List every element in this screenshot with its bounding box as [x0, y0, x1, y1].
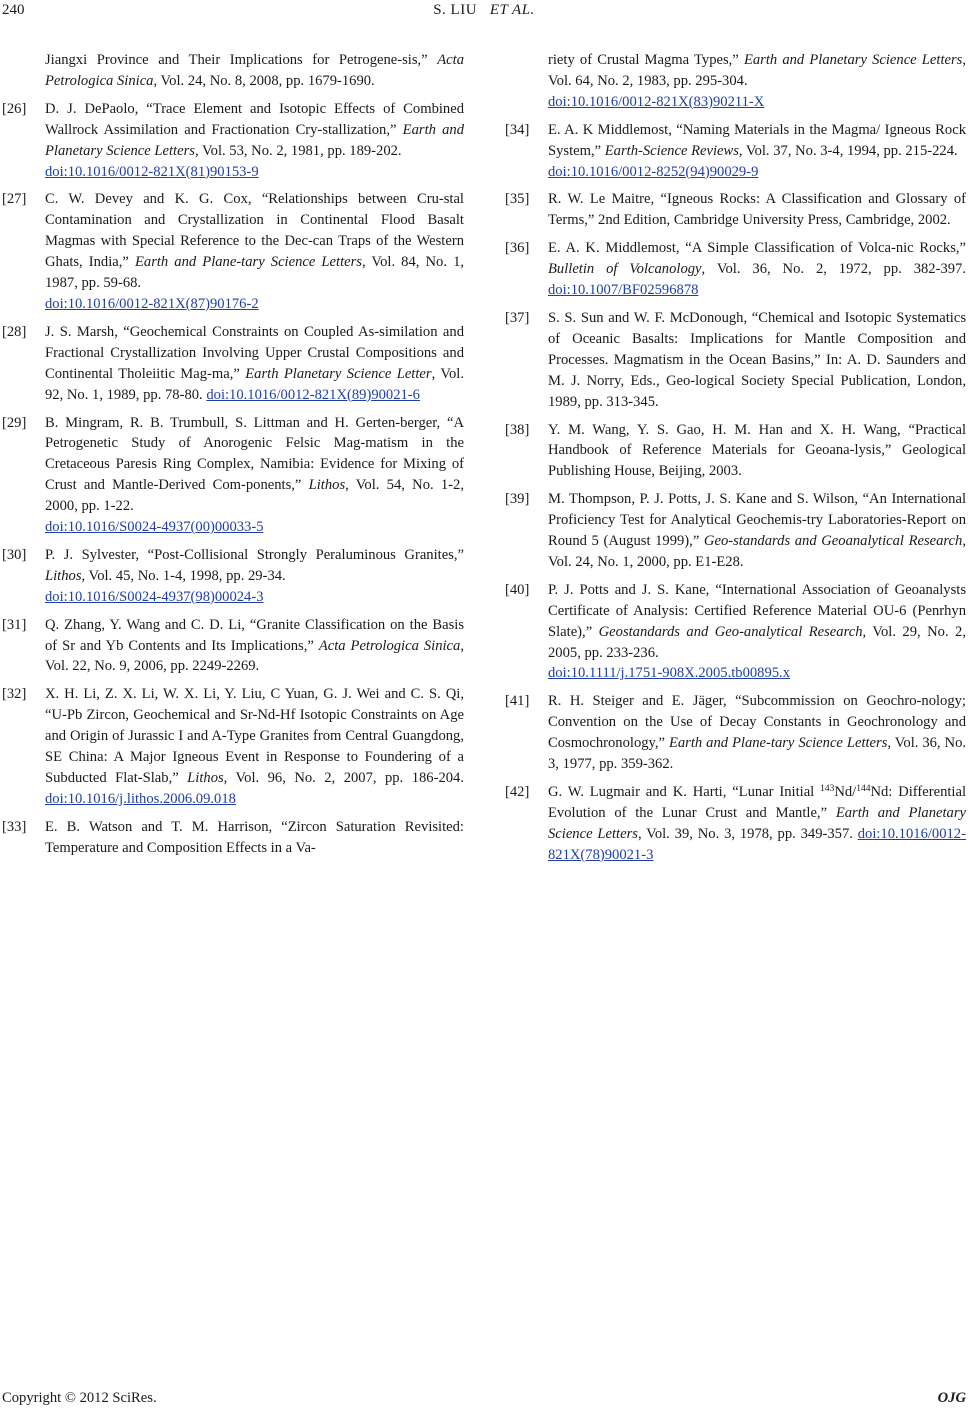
ref-number: [33]	[2, 818, 27, 835]
ref-details: , Vol. 22, No. 9, 2006, pp. 2249-2269.	[45, 637, 464, 675]
ref-journal: Earth-Science Reviews	[604, 142, 739, 159]
ref-details: , Vol. 39, No. 3, 1978, pp. 349-357.	[637, 825, 858, 842]
ref-number: [34]	[505, 121, 530, 138]
isotope-mass-superscript: 143	[820, 784, 835, 794]
ref-number: [41]	[505, 693, 530, 710]
ref-text: R. H. Steiger and E. Jäger, “Subcommission on Geochro-nology; Convention on the Use of Decay Constants in Geochronology and Cosmochronology,”	[548, 693, 966, 752]
reference-41	[505, 691, 966, 775]
ref-text: E. A. K Middlemost, “Naming Materials in the Magma/ Igneous Rock System,”	[548, 121, 966, 159]
continued-reference-25	[2, 50, 464, 92]
ref-details: , Vol. 84, No. 1, 1987, pp. 59-68.	[45, 254, 465, 292]
doi-link[interactable]: doi:10.1016/0012-8252(94)90029-9	[548, 163, 759, 180]
ref-text: M. Thompson, P. J. Potts, J. S. Kane and S. Wilson, “An International Proficiency Test for Analytical Geochemis-try Laboratories-Report on Round 5 (August 1999),”	[548, 491, 966, 550]
reference-33	[2, 817, 464, 859]
reference-39	[505, 489, 966, 573]
ref-text: X. H. Li, Z. X. Li, W. X. Li, Y. Liu, C Yuan, G. J. Wei and C. S. Qi, “U-Pb Zircon, Geochemical and Sr-Nd-Hf Isotopic Constraints on Age and Origin of Jurassic I and A-Type Granites from Central Guangdong, SE China: A Major Igneous Event in Response to Foundering of a Subducted Flat-Slab,”	[45, 686, 464, 786]
doi-link[interactable]: doi:10.1016/0012-821X(83)90211-X	[548, 93, 765, 110]
ref-text: E. B. Watson and T. M. Harrison, “Zircon Saturation Revisited: Temperature and Composition Effects in a Va-	[45, 818, 464, 856]
ref-details: , Vol. 36, No. 3, 1977, pp. 359-362.	[548, 735, 967, 773]
ref-details: , Vol. 24, No. 8, 2008, pp. 1679-1690.	[153, 72, 375, 89]
ref-text: Y. M. Wang, Y. S. Gao, H. M. Han and X. H. Wang, “Practical Handbook of Reference Materials for Geoana-lysis,” Geological Publishing House, Beijing, 2003.	[548, 421, 966, 480]
ref-text: P. J. Sylvester, “Post-Collisional Strongly Peraluminous Granites,”	[45, 546, 464, 563]
isotope-mass-superscript: 144	[856, 784, 871, 794]
ref-details: , Vol. 96, No. 2, 2007, pp. 186-204.	[223, 770, 464, 786]
ref-journal: Geostandards and Geo-analytical Research	[598, 623, 863, 640]
ref-journal: Lithos	[45, 567, 82, 584]
ref-details: , Vol. 36, No. 2, 1972, pp. 382-397.	[701, 261, 966, 278]
ref-number: [42]	[505, 784, 530, 800]
ref-text: P. J. Potts and J. S. Kane, “International Association of Geoanalysts Certificate of Analysis: Certified Reference Material OU-6 (Penrhyn Slate),”	[548, 581, 966, 640]
ref-journal: Lithos	[187, 770, 224, 786]
ref-journal: Acta Petrologica Sinica	[45, 52, 464, 89]
ref-journal: Bulletin of Volcanology	[548, 261, 702, 278]
reference-28	[2, 322, 464, 406]
doi-link[interactable]: doi:10.1111/j.1751-908X.2005.tb00895.x	[548, 665, 791, 682]
left-column	[2, 50, 464, 866]
ref-text: D. J. DePaolo, “Trace Element and Isotopic Effects of Combined Wallrock Assimilation and Fractionation Cry-stallization,”	[45, 100, 464, 138]
doi-link[interactable]: doi:10.1016/0012-821X(87)90176-2	[45, 295, 259, 312]
doi-link[interactable]: doi:10.1016/S0024-4937(00)00033-5	[45, 519, 264, 536]
ref-number: [26]	[2, 100, 27, 117]
ref-number: [40]	[505, 581, 530, 598]
doi-link[interactable]: doi:10.1016/0012-821X(78)90021-3	[548, 825, 966, 863]
ref-details: , Vol. 45, No. 1-4, 1998, pp. 29-34.	[81, 567, 286, 584]
ref-text: J. S. Marsh, “Geochemical Constraints on Coupled As-similation and Fractional Crystallization Involving Upper Crustal Compositions and Continental Tholeiitic Mag-ma,”	[45, 323, 464, 382]
ref-details: , Vol. 92, No. 1, 1989, pp. 78-80.	[45, 365, 464, 403]
ref-text: S. S. Sun and W. F. McDonough, “Chemical and Isotopic Systematics of Oceanic Basalts: Implications for Mantle Composition and Processes. Magmatism in the Ocean Basins,” In: A. D. Saunders and M. J. Norry, Eds., Geo-logical Society Special Publication, London, 1989, pp. 313-345.	[548, 309, 966, 410]
doi-link[interactable]: doi:10.1016/j.lithos.2006.09.018	[45, 790, 236, 807]
ref-text: E. A. K. Middlemost, “A Simple Classification of Volca-nic Rocks,”	[548, 240, 966, 257]
ref-details: , Vol. 64, No. 2, 1983, pp. 295-304.	[548, 52, 967, 89]
ref-number: [35]	[505, 191, 530, 208]
ref-text: Q. Zhang, Y. Wang and C. D. Li, “Granite Classification on the Basis of Sr and Yb Contents and Its Implications,”	[45, 616, 464, 654]
ref-number: [38]	[505, 421, 530, 438]
ref-text: G. W. Lugmair and K. Harti, “Lunar Initial	[548, 784, 821, 800]
ref-journal: Lithos	[308, 477, 346, 494]
ref-text: Nd: Differential Evolution of the Lunar Crust and Mantle,”	[548, 784, 967, 821]
right-column	[505, 50, 966, 873]
running-header-authors: S. LIU	[433, 2, 478, 18]
ref-number: [27]	[2, 191, 27, 208]
reference-30	[2, 545, 464, 608]
reference-42	[505, 782, 966, 866]
ref-details: , Vol. 53, No. 2, 1981, pp. 189-202.	[194, 142, 402, 159]
ref-journal: Earth and Planetary Science Letters	[45, 121, 464, 159]
ref-number: [37]	[505, 309, 530, 326]
doi-link[interactable]: doi:10.1016/0012-821X(81)90153-9	[45, 163, 259, 180]
doi-link[interactable]: doi:10.1016/0012-821X(89)90021-6	[206, 386, 420, 403]
ref-text: Nd/	[834, 784, 857, 800]
page-header	[0, 2, 968, 24]
ref-text: B. Mingram, R. B. Trumbull, S. Littman and H. Gerten-berger, “A Petrogenetic Study of Anorogenic Felsic Mag-matism in the Cretaceous Paresis Ring Complex, Namibia: Evidence for Mixing of Crust and Mantle-Derived Com-ponents,”	[45, 414, 464, 494]
doi-link[interactable]: doi:10.1007/BF02596878	[548, 282, 699, 299]
running-header	[0, 2, 968, 19]
reference-36	[505, 238, 966, 301]
ref-text: Jiangxi Province and Their Implications for Petrogene-sis,”	[45, 52, 438, 68]
reference-31	[2, 615, 464, 678]
journal-abbreviation: OJG	[937, 1390, 966, 1406]
ref-journal: Earth and Planetary Science Letters	[743, 52, 963, 68]
ref-number: [30]	[2, 546, 27, 563]
copyright-notice: Copyright © 2012 SciRes.	[2, 1390, 157, 1406]
doi-link[interactable]: doi:10.1016/S0024-4937(98)00024-3	[45, 588, 264, 605]
ref-journal: Geo-standards and Geoanalytical Research	[703, 533, 963, 550]
page-number: 240	[2, 2, 25, 18]
reference-35	[505, 189, 966, 231]
ref-number: [39]	[505, 491, 530, 508]
reference-26	[2, 99, 464, 183]
reference-29	[2, 413, 464, 538]
ref-journal: Earth and Planetary Science Letters	[548, 804, 966, 842]
ref-details: , Vol. 54, No. 1-2, 2000, pp. 1-22.	[45, 477, 464, 515]
continued-reference-33	[505, 50, 966, 113]
ref-text: riety of Crustal Magma Types,”	[548, 52, 744, 68]
reference-40	[505, 580, 966, 685]
ref-text: R. W. Le Maitre, “Igneous Rocks: A Classification and Glossary of Terms,” 2nd Edition, Cambridge University Press, Cambridge, 2002.	[548, 191, 966, 229]
ref-details: , Vol. 24, No. 1, 2000, pp. E1-E28.	[548, 533, 966, 570]
ref-journal: Earth Planetary Science Letter	[245, 365, 432, 382]
reference-34	[505, 120, 966, 183]
ref-details: , Vol. 37, No. 3-4, 1994, pp. 215-224.	[738, 142, 958, 159]
reference-32	[2, 684, 464, 809]
reference-37	[505, 308, 966, 413]
ref-number: [32]	[2, 686, 27, 703]
ref-number: [28]	[2, 323, 27, 340]
ref-journal: Acta Petrologica Sinica	[318, 637, 461, 654]
reference-38	[505, 420, 966, 483]
ref-journal: Earth and Plane-tary Science Letters	[668, 735, 888, 752]
page-footer	[2, 1390, 966, 1410]
ref-details: , Vol. 29, No. 2, 2005, pp. 233-236.	[548, 623, 966, 661]
running-header-et-al: ET AL.	[489, 2, 535, 18]
ref-number: [31]	[2, 616, 27, 633]
ref-text: C. W. Devey and K. G. Cox, “Relationships between Cru-stal Contamination and Crystallization in Continental Flood Basalt Magmas with Special Reference to the Dec-can Traps of the Western Ghats, India,”	[45, 191, 464, 271]
reference-27	[2, 189, 464, 314]
ref-number: [29]	[2, 414, 27, 431]
ref-journal: Earth and Plane-tary Science Letters	[134, 254, 362, 271]
ref-number: [36]	[505, 240, 530, 257]
